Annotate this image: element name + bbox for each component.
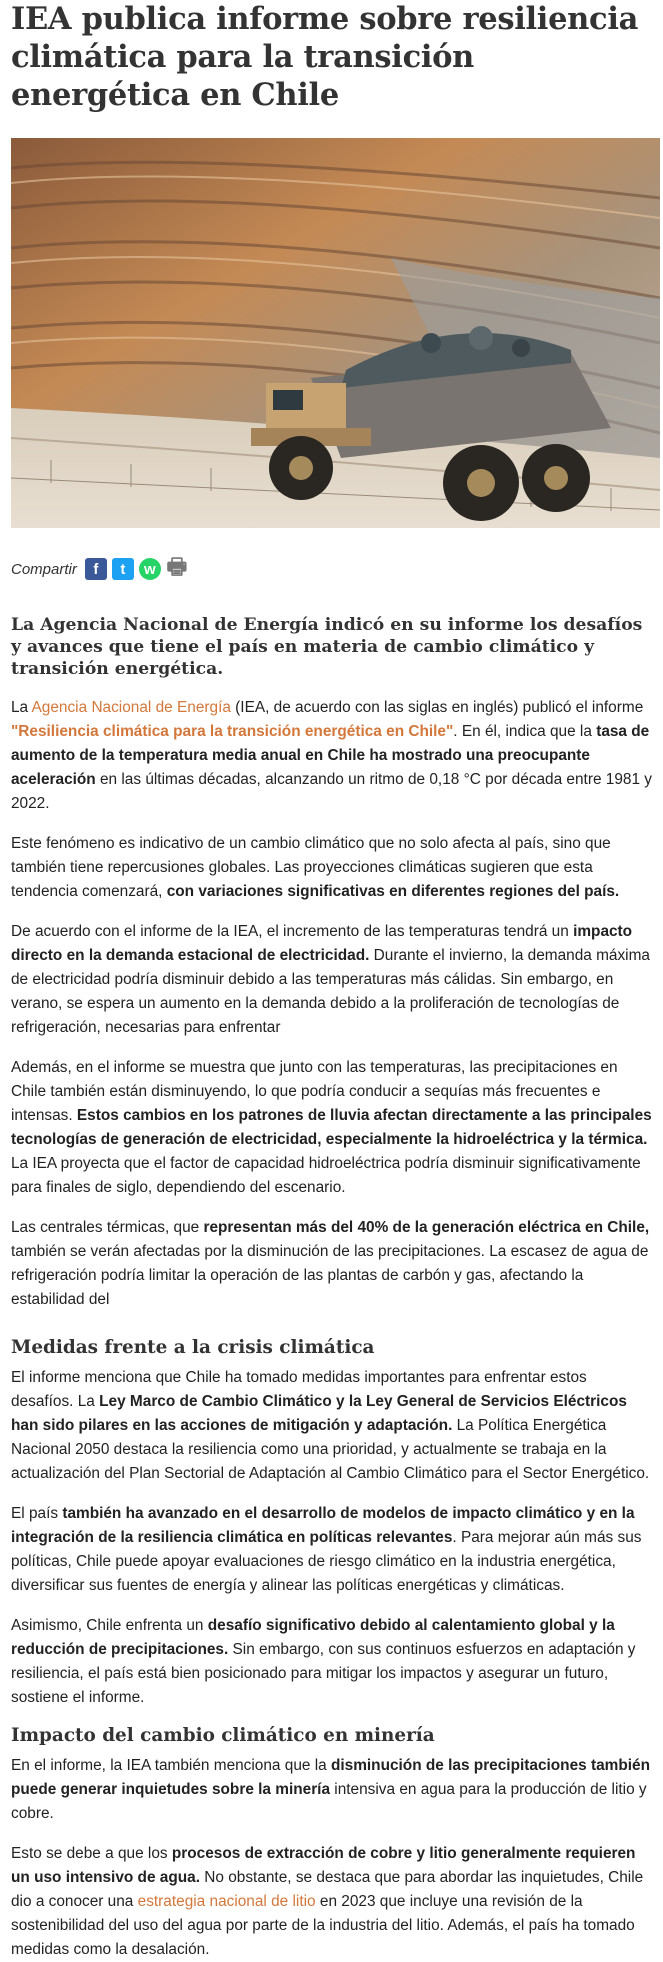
twitter-icon[interactable]: t <box>112 558 134 580</box>
share-label: Compartir <box>11 560 77 578</box>
paragraph-6: El informe menciona que Chile ha tomado medidas importantes para enfrentar estos desafíos. La Ley Marco de Cambio Climático y la Ley General de Servicios Eléctricos han sido pilares en las acciones de mitigación y adaptación. La Política Energética Nacional 2050 destaca la resiliencia como una prioridad, y actualmente se trabaja en la actualización del Plan Sectorial de Adaptación al Cambio Climático para el Sector Energético. <box>11 1369 650 1482</box>
whatsapp-icon[interactable]: w <box>139 558 161 580</box>
paragraph-2: Este fenómeno es indicativo de un cambio climático que no solo afecta al país, sino que también tiene repercusiones globales. Las proyecciones climáticas sugieren que esta tendencia comenzará, con variaciones significativas en diferentes regiones del país. <box>11 835 620 900</box>
heading-medidas: Medidas frente a la crisis climática <box>11 1337 375 1358</box>
facebook-icon[interactable]: f <box>85 558 107 580</box>
paragraph-8: Asimismo, Chile enfrenta un desafío significativo debido al calentamiento global y la reducción de precipitaciones. Sin embargo, con sus continuos esfuerzos en adaptación y resiliencia, el país está bien posicionado para mitigar los impactos y asegurar un futuro, sostiene el informe. <box>11 1617 636 1706</box>
paragraph-1: La Agencia Nacional de Energía (IEA, de acuerdo con las siglas en inglés) publicó el informe "Resiliencia climática para la transición energética en Chile". En él, indica que la tasa de aumento de la temperatura media anual en Chile ha mostrado una preocupante aceleración en las últimas décadas, alcanzando un ritmo de 0,18 °C por década entre 1981 y 2022. <box>11 699 652 812</box>
link-agencia[interactable]: Agencia Nacional de Energía <box>31 699 231 716</box>
article-lead: La Agencia Nacional de Energía indicó en su informe los desafíos y avances que tiene el país en materia de cambio climático y transición energética. <box>11 615 643 679</box>
article-title: IEA publica informe sobre resiliencia climática para la transición energética en Chile <box>11 1 639 113</box>
paragraph-5: Las centrales térmicas, que representan más del 40% de la generación eléctrica en Chile, también se verán afectadas por la disminución de las precipitaciones. La escasez de agua de refrigeración podría limitar la operación de las plantas de carbón y gas, afectando la estabilidad del <box>11 1219 650 1308</box>
share-bar <box>11 556 652 582</box>
paragraph-10: Esto se debe a que los procesos de extracción de cobre y litio generalmente requieren un uso intensivo de agua. No obstante, se destaca que para abordar las inquietudes, Chile dio a conocer una estrategia nacional de litio en 2023 que incluye una revisión de la sostenibilidad del uso del agua por parte de la industria del litio. Además, el país ha tomado medidas como la desalación. <box>11 1845 644 1958</box>
article-hero-image <box>11 138 660 528</box>
paragraph-3: De acuerdo con el informe de la IEA, el incremento de las temperaturas tendrá un impacto directo en la demanda estacional de electricidad. Durante el invierno, la demanda máxima de electricidad podría disminuir debido a las temperaturas más cálidas. Sin embargo, en verano, se espera un aumento en la demanda debido a la proliferación de tecnologías de refrigeración, necesarias para enfrentar <box>11 923 650 1036</box>
print-icon[interactable]: 🖶 <box>166 554 188 579</box>
link-estrategia-litio[interactable]: estrategia nacional de litio <box>137 1893 316 1910</box>
paragraph-7: El país también ha avanzado en el desarrollo de modelos de impacto climático y en la integración de la resiliencia climática en políticas relevantes. Para mejorar aún más sus políticas, Chile puede apoyar evaluaciones de riesgo climático en la industria energética, diversificar sus fuentes de energía y alinear las políticas energéticas y climáticas. <box>11 1505 642 1594</box>
paragraph-9: En el informe, la IEA también menciona que la disminución de las precipitaciones también puede generar inquietudes sobre la minería intensiva en agua para la producción de litio y cobre. <box>11 1757 650 1822</box>
link-informe[interactable]: "Resiliencia climática para la transición energética en Chile" <box>11 723 454 740</box>
paragraph-4: Además, en el informe se muestra que junto con las temperaturas, las precipitaciones en Chile también están disminuyendo, lo que podría conducir a sequías más frecuentes e intensas. Estos cambios en los patrones de lluvia afectan directamente a las principales tecnologías de generación de electricidad, especialmente la hidroeléctrica y la térmica. La IEA proyecta que el factor de capacidad hidroeléctrica podría disminuir significativamente para finales de siglo, dependiendo del escenario. <box>11 1059 652 1196</box>
heading-mineria: Impacto del cambio climático en minería <box>11 1725 435 1746</box>
